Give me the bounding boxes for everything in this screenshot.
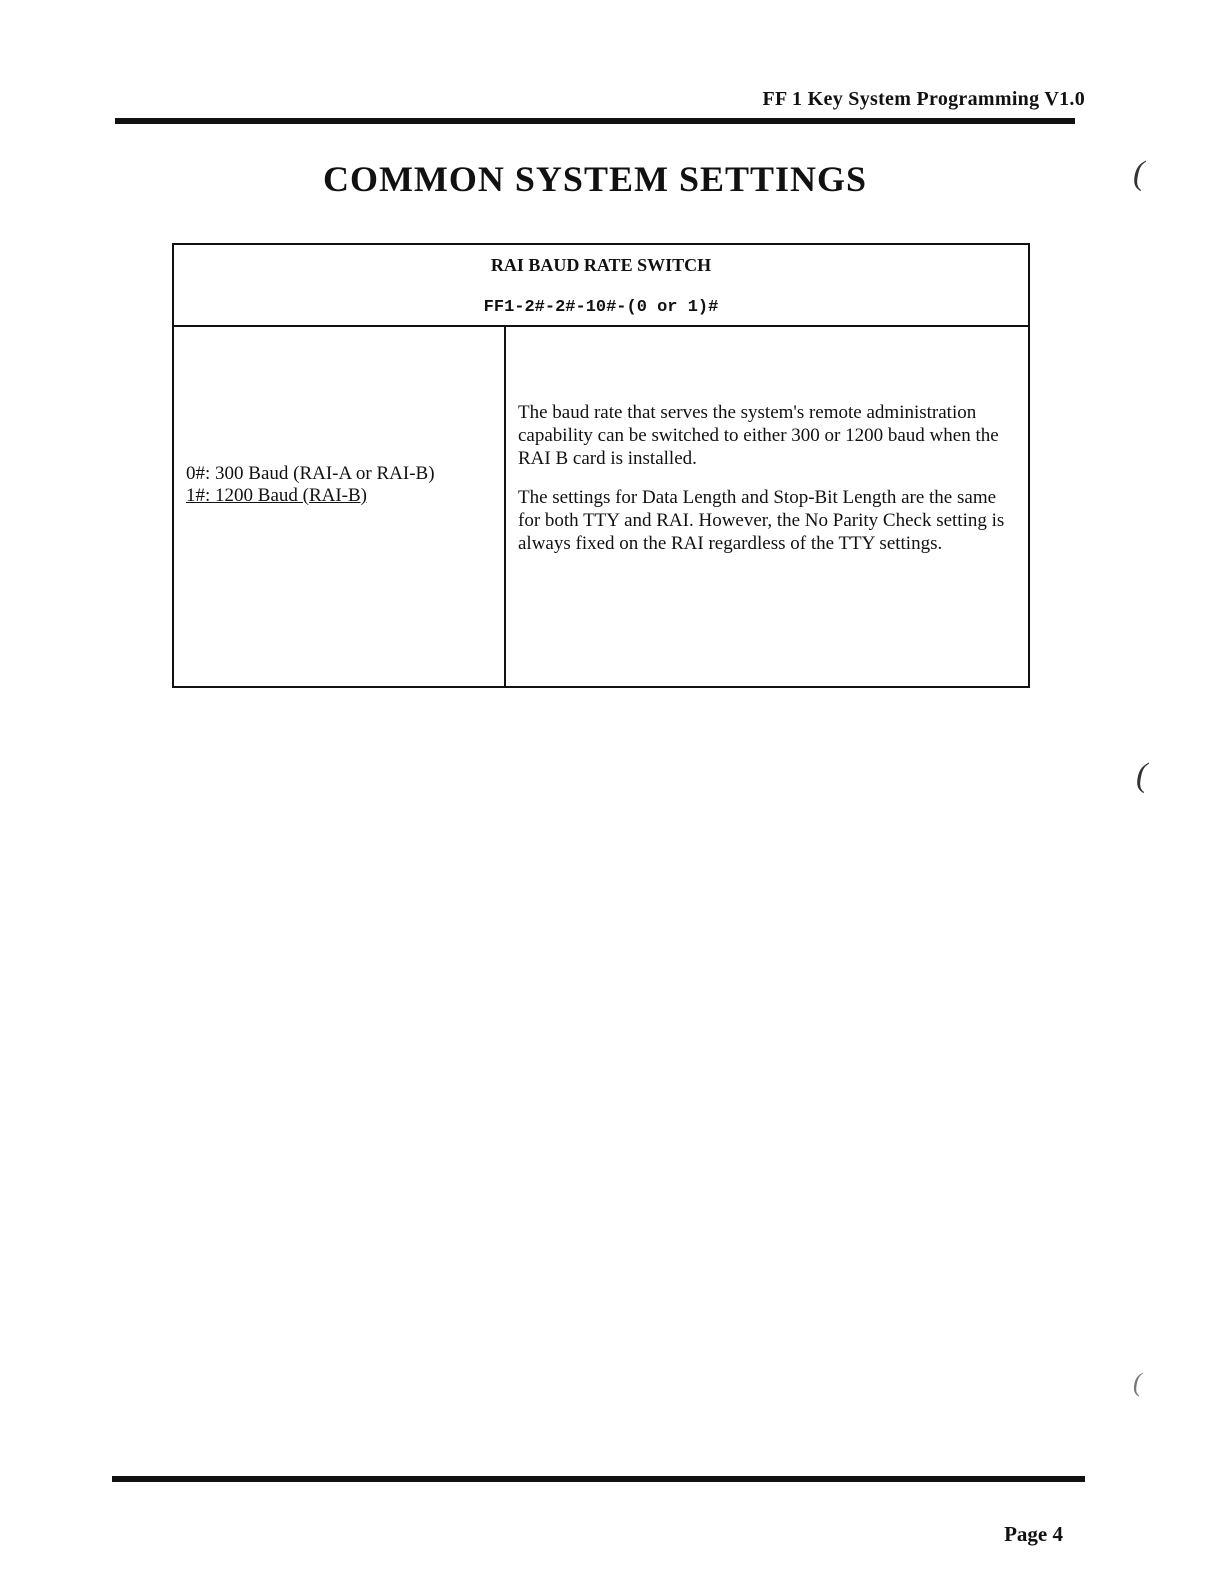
setting-code: FF1-2#-2#-10#-(0 or 1)# [483,298,719,317]
option-list [186,463,435,507]
description-cell [506,327,1028,686]
description-text [518,401,1008,571]
description-paragraph: The settings for Data Length and Stop-Bit Length are the same for both TTY and RAI. However, the No Parity Check setting is always fixed on the RAI regardless of the TTY settings. [518,487,1005,554]
page-number: Page 4 [1004,1522,1063,1546]
margin-mark: ( [1133,1368,1142,1397]
options-cell [174,327,506,686]
setting-table-body [174,327,1028,686]
footer-rule [112,1476,1085,1482]
page-heading: COMMON SYSTEM SETTINGS [322,159,868,199]
header-rule [115,118,1075,124]
description-paragraph: The baud rate that serves the system's remote administration capability can be switched to either 300 or 1200 baud when the RAI B card is installed. [518,402,999,469]
setting-table [172,243,1030,688]
option-item: 0#: 300 Baud (RAI-A or RAI-B) [186,463,435,484]
option-item: 1#: 1200 Baud (RAI-B) [186,485,368,506]
setting-name: RAI BAUD RATE SWITCH [490,255,712,275]
setting-table-header [174,245,1028,327]
margin-mark: ( [1136,757,1148,794]
document-header-title: FF 1 Key System Programming V1.0 [762,88,1085,110]
margin-mark: ( [1133,155,1145,192]
